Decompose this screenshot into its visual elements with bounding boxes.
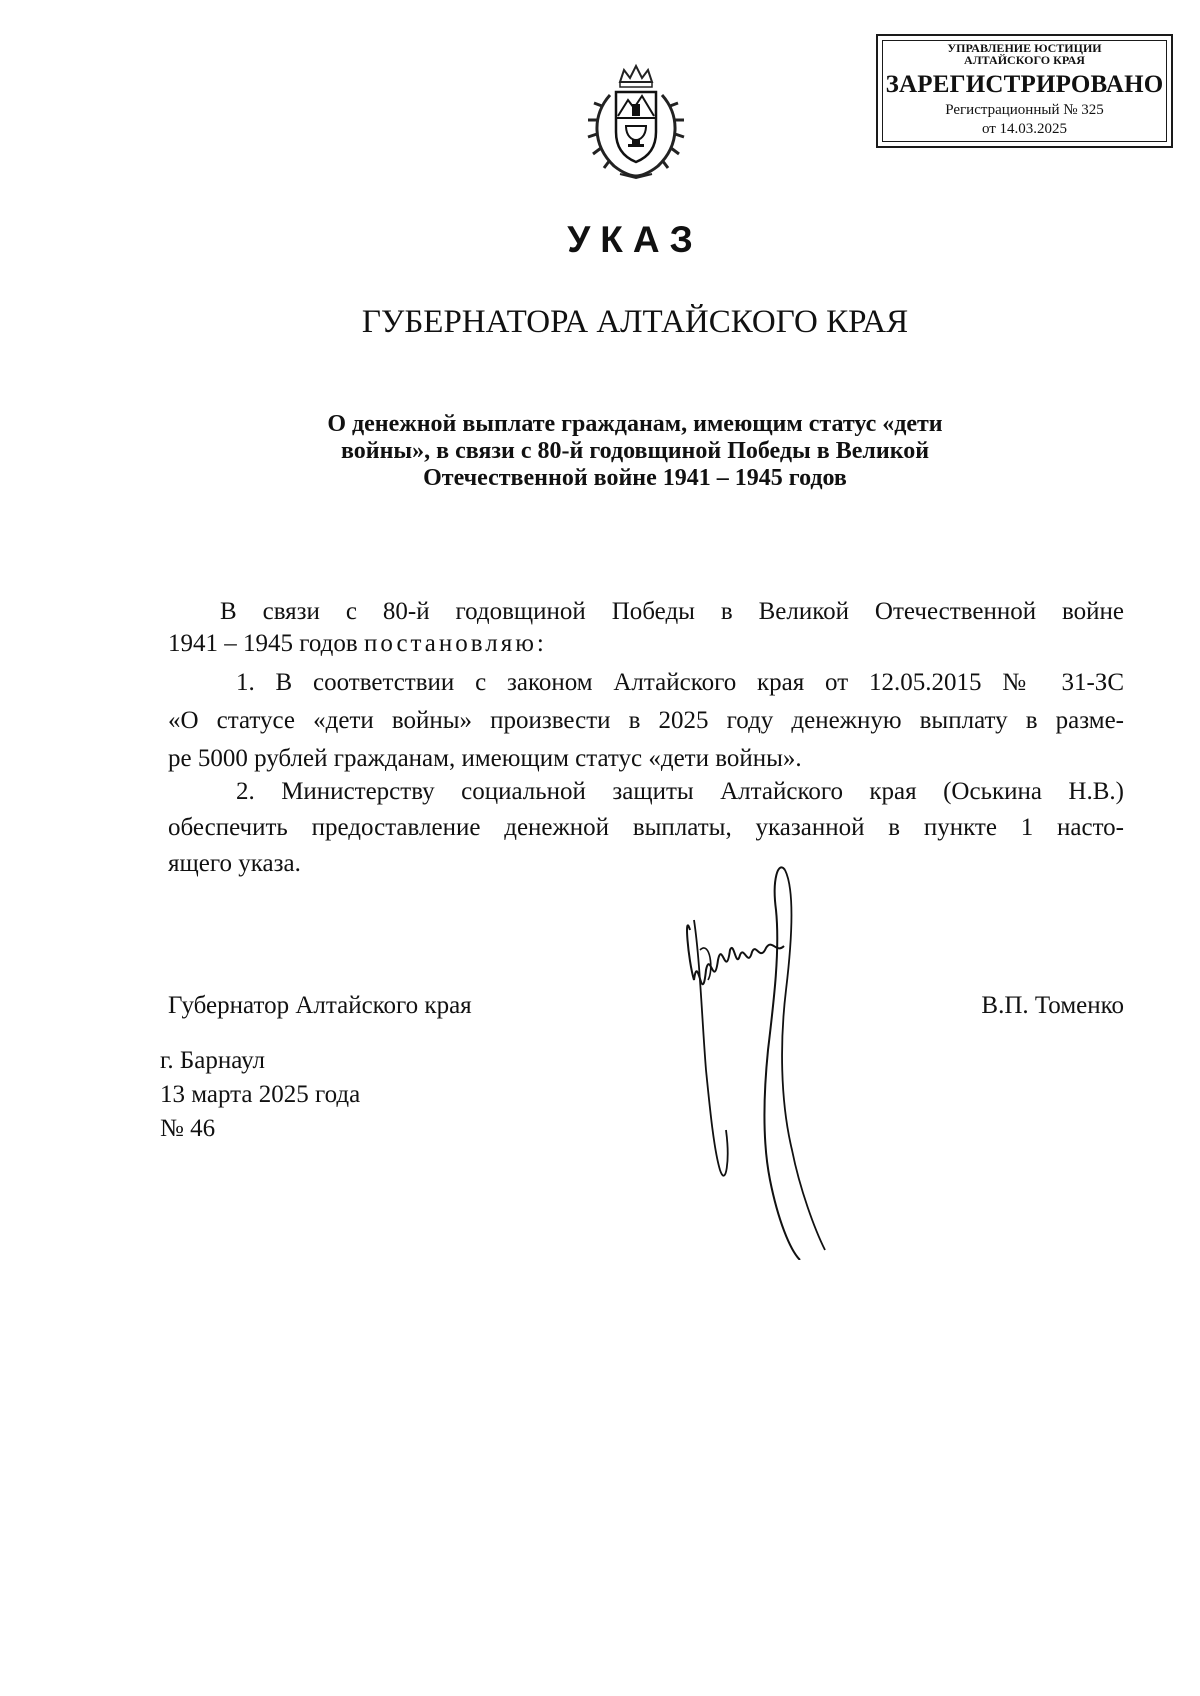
- item-2-line: ящего указа.: [168, 850, 301, 877]
- item-2-line: 2. Министерству социальной защиты Алтайского края (Оськина Н.В.): [236, 778, 1124, 805]
- preamble-text: 1941 – 1945 годов: [168, 630, 364, 657]
- issue-city: г. Барнаул: [160, 1047, 265, 1074]
- preamble-line: В связи с 80-й годовщиной Победы в Великой Отечественной войне: [220, 598, 1124, 625]
- stamp-org-line2: АЛТАЙСКОГО КРАЯ: [964, 53, 1085, 67]
- document-subject: [260, 411, 1010, 492]
- stamp-status: ЗАРЕГИСТРИРОВАНО: [885, 71, 1164, 98]
- signer-position: Губернатор Алтайского края: [168, 992, 472, 1019]
- subject-line: войны», в связи с 80-й годовщиной Победы в Великой: [340, 438, 930, 464]
- coat-of-arms-icon: [580, 60, 692, 184]
- stamp-date: от 14.03.2025: [981, 121, 1068, 137]
- document-number: № 46: [160, 1115, 216, 1142]
- stamp-org-line1: УПРАВЛЕНИЕ ЮСТИЦИИ: [947, 41, 1102, 55]
- issuer-title: ГУБЕРНАТОРА АЛТАЙСКОГО КРАЯ: [361, 304, 909, 340]
- decree-word: постановляю:: [363, 630, 547, 657]
- registration-stamp: [876, 34, 1173, 148]
- item-1-line: «О статусе «дети войны» произвести в 2025 году денежную выплату в разме-: [168, 707, 1124, 734]
- document-type-title: УКАЗ: [567, 219, 703, 260]
- subject-line: О денежной выплате гражданам, имеющим статус «дети: [327, 411, 943, 437]
- item-1-line: ре 5000 рублей гражданам, имеющим статус «дети войны».: [168, 745, 802, 772]
- issue-date: 13 марта 2025 года: [160, 1081, 361, 1108]
- preamble-line: [168, 628, 547, 660]
- item-2-line: обеспечить предоставление денежной выплаты, указанной в пункте 1 насто-: [168, 814, 1124, 841]
- subject-line: Отечественной войне 1941 – 1945 годов: [423, 465, 847, 491]
- handwritten-signature-icon: [680, 850, 860, 1260]
- signer-name: В.П. Томенко: [981, 992, 1124, 1019]
- stamp-registration-number: Регистрационный № 325: [945, 102, 1104, 118]
- item-1-line: 1. В соответствии с законом Алтайского края от 12.05.2015 № 31-ЗС: [236, 669, 1124, 696]
